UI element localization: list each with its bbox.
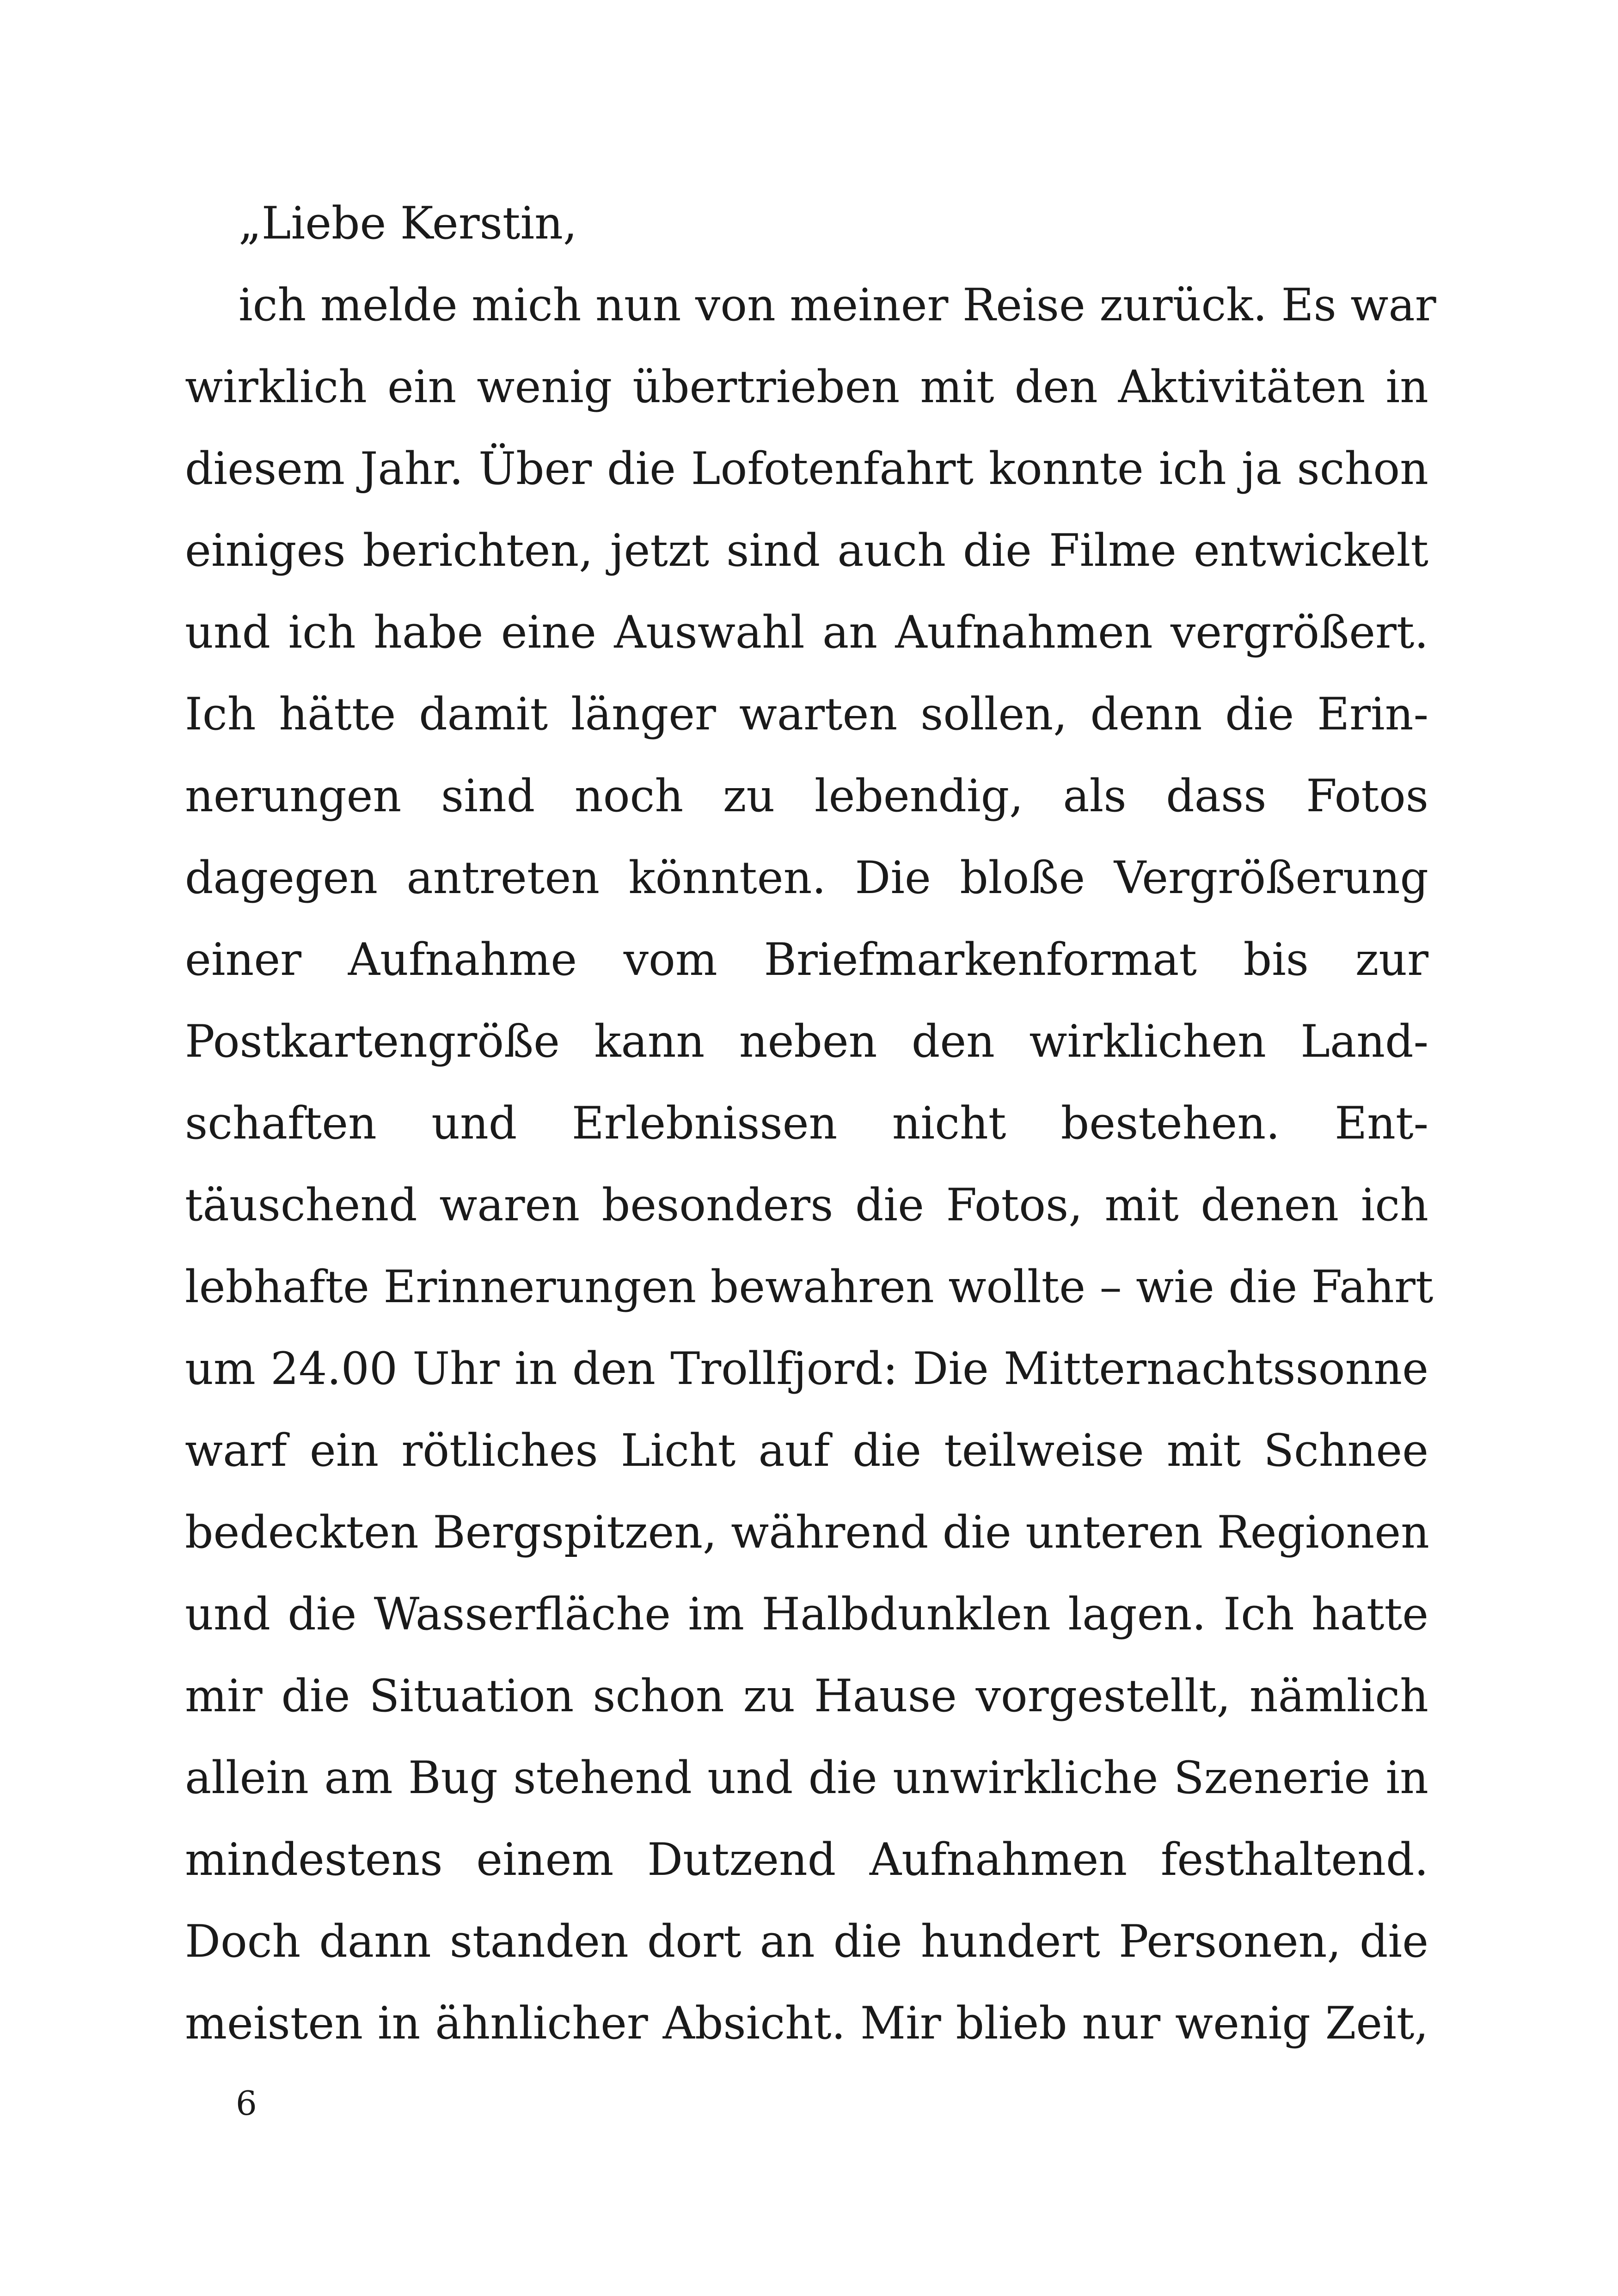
text-line: einer Aufnahme vom Briefmarkenformat bis zur xyxy=(185,934,1428,986)
text-line: Postkartengröße kann neben den wirklichen Land- xyxy=(185,1016,1428,1067)
page-number: 6 xyxy=(236,2084,257,2123)
text-line: mindestens einem Dutzend Aufnahmen festhaltend. xyxy=(185,1834,1428,1886)
text-line: mir die Situation schon zu Hause vorgestellt, nämlich xyxy=(185,1670,1428,1722)
text-line: um 24.00 Uhr in den Trollfjord: Die Mitternachtssonne xyxy=(185,1343,1428,1395)
text-line: einiges berichten, jetzt sind auch die Filme entwickelt xyxy=(185,525,1428,576)
text-line: warf ein rötliches Licht auf die teilweise mit Schnee xyxy=(185,1425,1428,1476)
text-line: nerungen sind noch zu lebendig, als dass Fotos xyxy=(185,770,1428,822)
text-line: und ich habe eine Auswahl an Aufnahmen vergrößert. xyxy=(185,606,1428,658)
text-line: täuschend waren besonders die Fotos, mit denen ich xyxy=(185,1179,1428,1231)
text-line: diesem Jahr. Über die Lofotenfahrt konnte ich ja schon xyxy=(185,443,1428,495)
text-line: dagegen antreten könnten. Die bloße Vergrößerung xyxy=(185,852,1428,904)
letter-salutation: „Liebe Kerstin, xyxy=(239,197,577,249)
text-line: ich melde mich nun von meiner Reise zurück. Es war xyxy=(239,279,1436,331)
text-line: Doch dann standen dort an die hundert Personen, die xyxy=(185,1916,1428,1967)
text-line: schaften und Erlebnissen nicht bestehen. Ent- xyxy=(185,1097,1428,1149)
text-line: lebhafte Erinnerungen bewahren wollte – wie die Fahrt xyxy=(185,1261,1434,1313)
text-line: Ich hätte damit länger warten sollen, denn die Erin- xyxy=(185,688,1428,740)
text-line: wirklich ein wenig übertrieben mit den Aktivitäten in xyxy=(185,361,1428,413)
letter-body xyxy=(185,183,1436,2064)
text-line: meisten in ähnlicher Absicht. Mir blieb nur wenig Zeit, xyxy=(185,1997,1428,2049)
text-line: und die Wasserfläche im Halbdunklen lagen. Ich hatte xyxy=(185,1588,1428,1640)
text-line: bedeckten Bergspitzen, während die unteren Regionen xyxy=(185,1506,1429,1558)
text-line: allein am Bug stehend und die unwirkliche Szenerie in xyxy=(185,1752,1428,1804)
